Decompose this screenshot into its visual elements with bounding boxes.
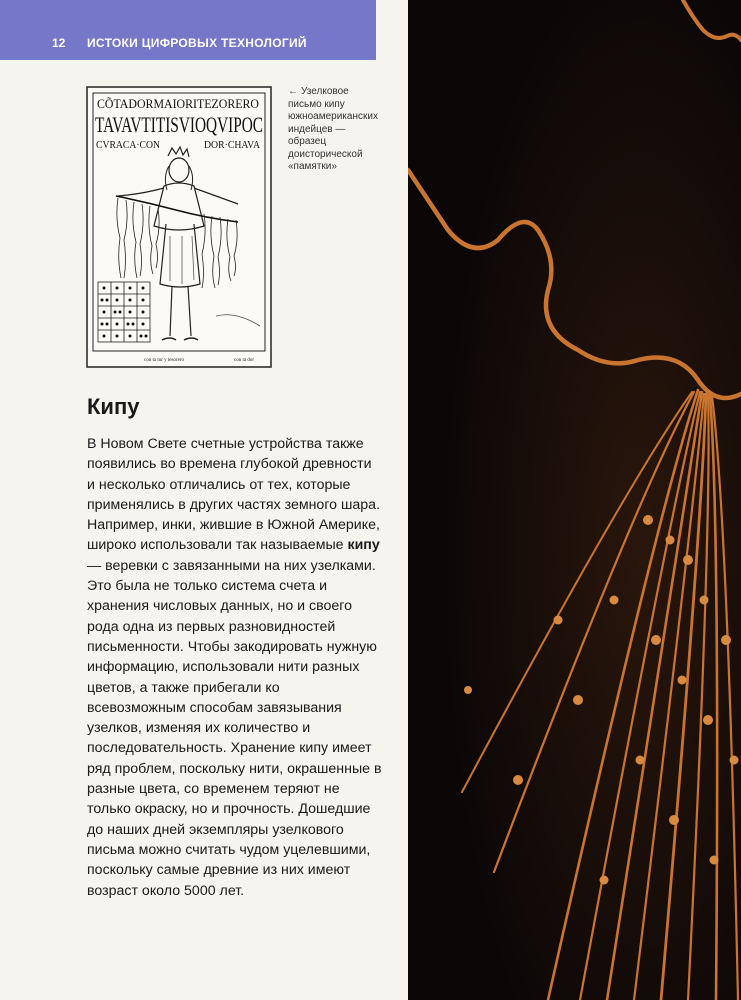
body-text-end: — веревки с завязанными на них узелками. Это была не только система счета и хранения числовых данных, но и своего рода одна из первых разновидностей письменности. Чтобы закодировать нужную информацию, использовали нити разных цветов, а также прибегали ко всевозможным способам завязывания узелков, изменяя их количество и последовательность. Хранение кипу имеет ряд проблем, поскольку нити, окрашенные в разные цвета, со временем теряют не только окраску, но и прочность. Дошедшие до наших дней экземпляры узелкового письма можно считать чудом уцелевшими, поскольку самые древние из них имеют возраст около 5000 лет. [87, 557, 382, 899]
bold-term: кипу [347, 537, 380, 554]
caption-arrow-icon: ← [288, 86, 298, 97]
quipu-drawing-illustration [86, 86, 272, 368]
drawing-text-line1: CÕTADORMAIORITEZORERO [97, 96, 259, 111]
page-number: 12 [52, 36, 66, 50]
running-title: ИСТОКИ ЦИФРОВЫХ ТЕХНОЛОГИЙ [87, 36, 307, 50]
quipu-photo [408, 0, 741, 1000]
drawing-footer-left: con ta tur y tesorero [144, 358, 184, 363]
drawing-text-line4: DOR·CHAVA [204, 139, 261, 151]
header-band [0, 0, 376, 60]
section-heading: Кипу [87, 394, 140, 419]
figure-caption [288, 86, 378, 174]
drawing-footer-right: con ta dor [234, 358, 254, 363]
drawing-text-line2: TAVAVTITISVIOQVIPOC [95, 112, 263, 137]
body-text-start: В Новом Свете счетные устройства также появились во времена глубокой древности и несколько отличались от тех, которые применялись в других частях земного шара. Например, инки, жившие в Южной Америке, широко использовали так называемые [87, 436, 381, 554]
caption-text: Узелковое письмо кипу южноамериканских индейцев — образец доисторической «памятки» [288, 86, 378, 172]
body-paragraph [87, 434, 382, 901]
drawing-text-line3: CVRACA·CON [96, 139, 161, 151]
